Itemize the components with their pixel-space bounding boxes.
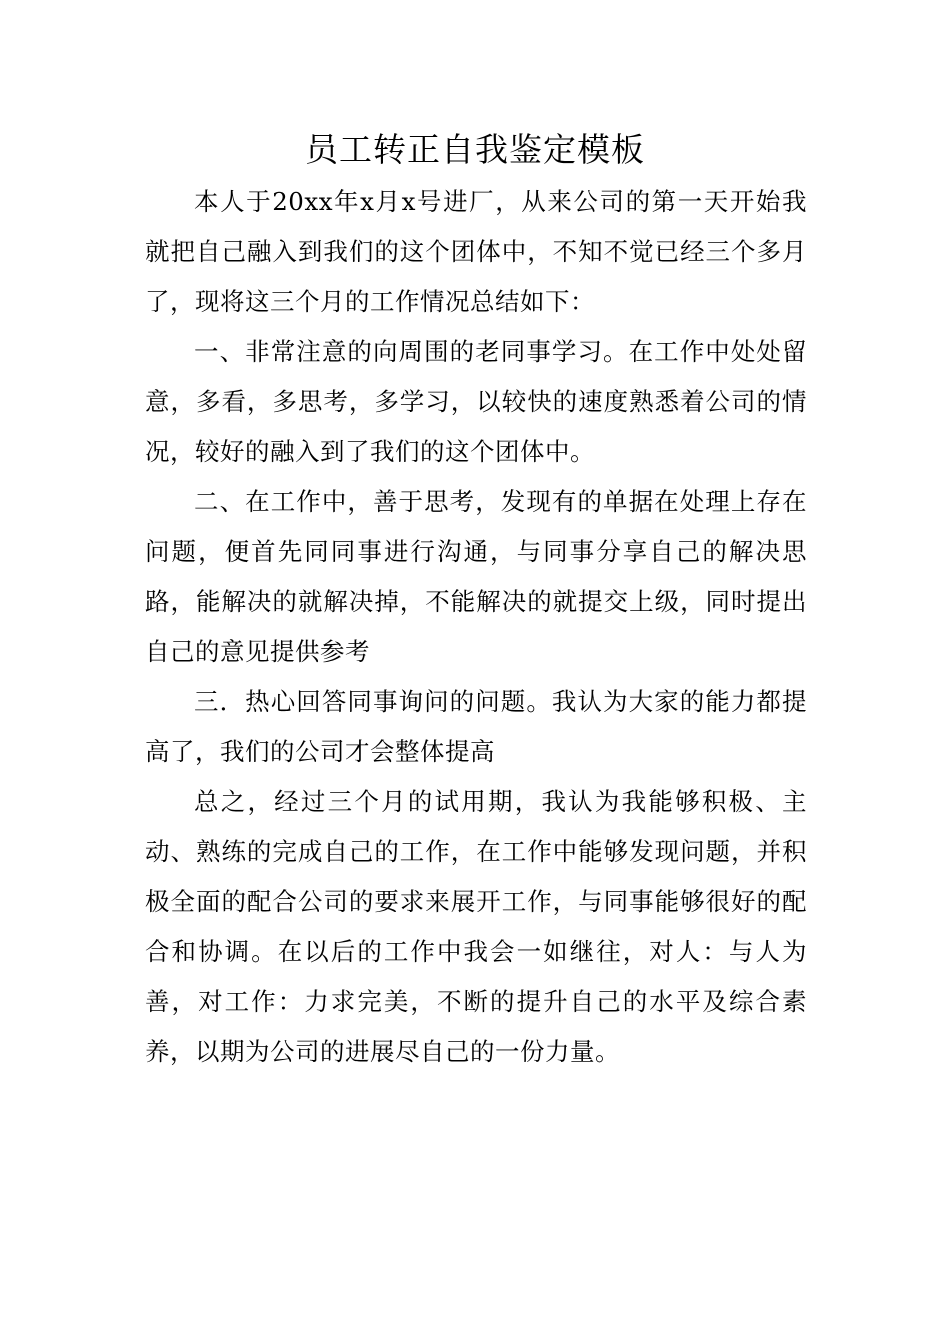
paragraph-point-3: 三．热心回答同事询问的问题。我认为大家的能力都提高了，我们的公司才会整体提高 [145,687,807,766]
document-title: 员工转正自我鉴定模板 [305,130,645,169]
document-body [145,177,807,1077]
paragraph-point-1: 一、非常注意的向周围的老同事学习。在工作中处处留意，多看，多思考，多学习，以较快的速度熟悉着公司的情况，较好的融入到了我们的这个团体中。 [145,337,807,466]
paragraph-point-2: 二、在工作中，善于思考，发现有的单据在处理上存在问题，便首先同同事进行沟通，与同事分享自己的解决思路，能解决的就解决掉，不能解决的就提交上级，同时提出自己的意见提供参考 [145,487,807,666]
paragraph-intro: 本人于20xx年x月x号进厂，从来公司的第一天开始我就把自己融入到我们的这个团体中，不知不觉已经三个多月了，现将这三个月的工作情况总结如下： [145,187,807,316]
paragraph-summary: 总之，经过三个月的试用期，我认为我能够积极、主动、熟练的完成自己的工作，在工作中能够发现问题，并积极全面的配合公司的要求来展开工作，与同事能够很好的配合和协调。在以后的工作中我会一如继往，对人：与人为善，对工作：力求完美，不断的提升自己的水平及综合素养，以期为公司的进展尽自己的一份力量。 [145,787,807,1066]
